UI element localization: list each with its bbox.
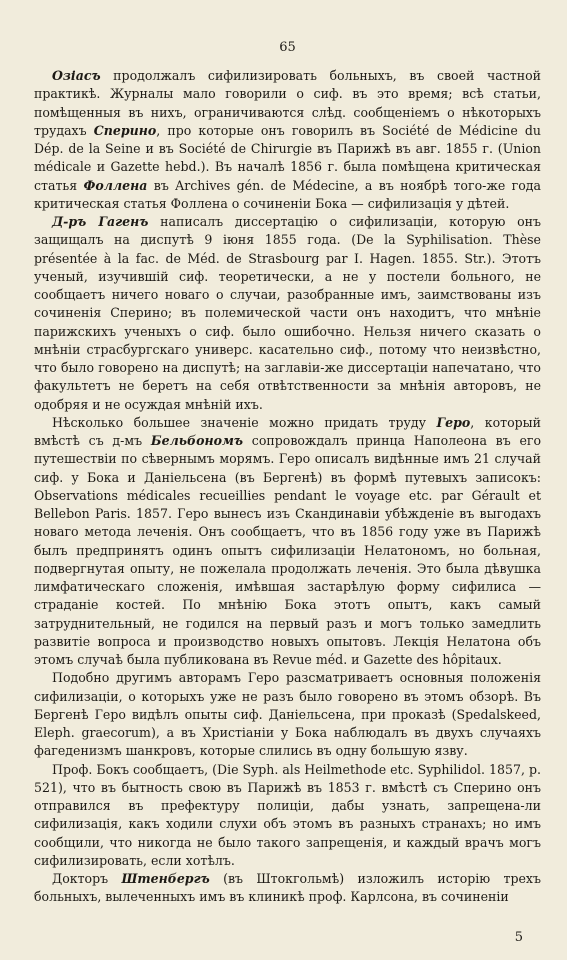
paragraph-hagen <box>34 213 541 414</box>
paragraph-text: сопровождалъ принца Наполеона въ его путешествіи по сѣвернымъ морямъ. Геро описалъ видѣнные имъ 21 случай сиф. у Бока и Даніельсена (въ Бергенѣ) въ формѣ путевыхъ записокъ: Observations médicales recueillies pendant le voyage etc. par Gérault et Bellebon Paris. 1857. Геро вынесъ изъ Скандинавіи убѣжденіе въ выгодахъ новаго метода леченія. Онъ сообщаетъ, что въ 1856 году уже въ Парижѣ былъ предпринятъ одинъ опытъ сифилизаціи Нелатономъ, но больная, подвергнутая опыту, не пожелала продолжать леченія. Это была дѣвушка лимфатическаго сложенія, имѣвшая застарѣлую форму сифилиса — страданіе костей. По мнѣнію Бока этотъ опытъ, какъ самый затруднительный, не годился на первый разъ и могъ только замедлить развитіе вопроса и производство новыхъ опытовъ. Лекція Нелатона объ этомъ случаѣ была публикована въ Revue méd. и Gazette des hôpitaux. <box>34 433 542 667</box>
paragraph-text: въ Archives gén. de Médecine, а въ ноябрѣ того-же года критическая статья Фоллена о сочиненіи Бока — сифилизація у дѣтей. <box>34 177 542 211</box>
person-name: Фоллена <box>83 177 148 193</box>
body-text <box>34 67 541 907</box>
paragraph-oziass <box>34 67 541 213</box>
person-name: Геро <box>436 414 471 430</box>
person-name: Штенбергъ <box>121 871 210 886</box>
person-name: Озіасъ <box>52 68 101 83</box>
paragraph-text: Подобно другимъ авторамъ Геро разсматриваетъ основныя положенія сифилизаціи, о которыхъ уже не разъ было говорено въ этомъ обзорѣ. Въ Бергенѣ Геро видѣлъ опыты сиф. Даніельсена, при проказѣ (Spedalskeed, Eleph. graecorum), а въ Христіаніи у Бока наблюдалъ въ двухъ случаяхъ фагеденизмъ шанкровъ, которые слились въ одну большую язву. <box>34 670 541 759</box>
paragraph-bok <box>34 761 541 871</box>
paragraph-text: (въ Штокгольмѣ) изложилъ исторію трехъ больныхъ, вылеченныхъ имъ въ клиникѣ проф. Карлсона, въ сочиненіи <box>34 871 541 905</box>
paragraph-text: Проф. Бокъ сообщаетъ, (Die Syph. als Heilmethode etc. Syphilidol. 1857, p. 521), что въ бытность свою въ Парижѣ въ 1853 г. вмѣстѣ съ Сперино онъ отправился въ префектуру полиціи, дабы узнать, запрещена-ли сифилизація, какъ ходили слухи объ этомъ въ разныхъ странахъ; но имъ сообщили, что никогда не было такого запрещенія, и каждый врачъ могъ сифилизировать, если хотѣлъ. <box>34 761 541 868</box>
page-number: 65 <box>279 40 296 55</box>
person-name: Д-ръ Гагенъ <box>52 214 149 229</box>
signature-mark: 5 <box>514 930 523 945</box>
paragraph-stenberg <box>34 870 541 907</box>
paragraph-text: написалъ диссертацію о сифилизаціи, которую онъ защищалъ на диспутѣ 9 іюня 1855 года. (De la Syphilisation. Thèse présentée à la fac. de Méd. de Strasbourg par I. Hagen. 1855. Str.). Этотъ ученый, изучившій сиф. теоретически, а не у постели больного, не сообщаетъ ничего новаго о случаи, разобранные имъ, заимствованы изъ сочиненія Сперино; въ полемической части онъ находитъ, что мнѣніе парижскихъ ученыхъ о сиф. было ошибочно. Нельзя ничего сказать о мнѣніи страсбургскаго универс. касательно сиф., потому что неизвѣстно, что было говорено на диспутѣ; на заглавіи-же диссертаціи напечатано, что факультетъ не беретъ на себя отвѣтственности за мнѣнія авторовъ, не одобряя и не осуждая мнѣній ихъ. <box>34 214 541 412</box>
person-name: Бельбономъ <box>150 433 244 448</box>
paragraph-text: , который вмѣстѣ съ д-мъ <box>34 414 541 448</box>
paragraph-text: Нѣсколько большее значеніе можно придать труду <box>52 414 437 430</box>
paragraph-text: продолжалъ сифилизировать больныхъ, въ своей частной практикѣ. Журналы мало говорили о сиф. въ это время; всѣ статьи, помѣщенныя въ нихъ, ограничиваются слѣд. сообщеніемъ о нѣкоторыхъ трудахъ <box>34 68 541 138</box>
person-name: Сперино <box>93 122 157 138</box>
paragraph-text: Докторъ <box>52 871 122 886</box>
paragraph-gero <box>34 414 541 670</box>
paragraph-podobno <box>34 669 541 760</box>
paragraph-text: , про которые онъ говорилъ въ Société de Médicine du Dép. de la Seine и въ Société de Chirurgie въ Парижѣ въ авг. 1855 г. (Union médicale и Gazette hebd.). Въ началѣ 1856 г. была помѣщена критическая статья <box>34 122 542 193</box>
